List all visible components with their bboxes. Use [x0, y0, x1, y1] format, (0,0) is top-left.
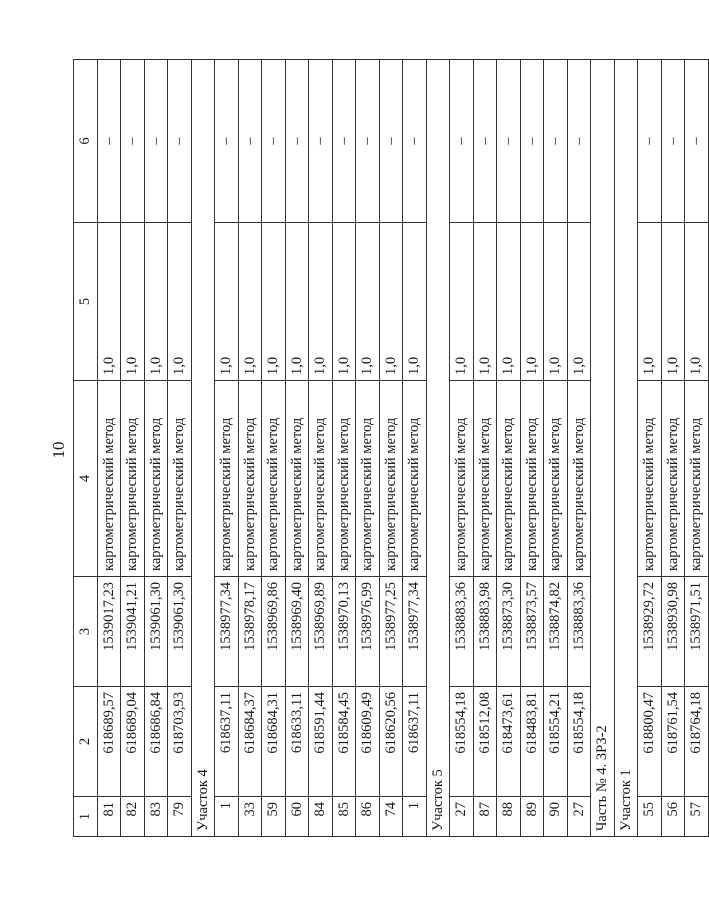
table-cell: картометрический метод	[379, 381, 403, 577]
section-heading: Участок 1	[614, 797, 638, 837]
table-cell: 1538929,72	[638, 577, 662, 687]
table-cell: 88	[497, 797, 521, 837]
table-cell: 618684,37	[238, 687, 262, 797]
table-cell: 1,0	[497, 223, 521, 381]
table-cell: –	[144, 60, 168, 223]
table-cell: –	[97, 60, 121, 223]
table-cell: 1,0	[638, 223, 662, 381]
section-heading-empty-cell	[426, 223, 450, 381]
table-row	[238, 60, 262, 837]
table-cell: 618764,18	[685, 687, 709, 797]
table-cell: 1,0	[520, 223, 544, 381]
table-cell: 618584,45	[332, 687, 356, 797]
table-cell: –	[379, 60, 403, 223]
table-row	[379, 60, 403, 837]
table-row	[332, 60, 356, 837]
section-heading-empty-cell	[191, 223, 215, 381]
section-heading-empty-cell	[591, 223, 615, 381]
table-cell: 1	[403, 797, 427, 837]
table-cell: 618554,21	[544, 687, 568, 797]
table-cell: 1,0	[262, 223, 286, 381]
table-cell: 1538969,89	[309, 577, 333, 687]
table-cell: картометрический метод	[262, 381, 286, 577]
table-row	[309, 60, 333, 837]
table-cell: 1538873,30	[497, 577, 521, 687]
table-cell: 618620,56	[379, 687, 403, 797]
table-cell: 1,0	[309, 223, 333, 381]
table-cell: 1,0	[685, 223, 709, 381]
table-cell: 618800,47	[638, 687, 662, 797]
section-heading: Участок 4	[191, 797, 215, 837]
table-cell: картометрический метод	[473, 381, 497, 577]
section-heading-empty-cell	[191, 381, 215, 577]
section-heading-empty-cell	[191, 577, 215, 687]
table-cell: картометрический метод	[168, 381, 192, 577]
table-cell: картометрический метод	[638, 381, 662, 577]
table-cell: 81	[97, 797, 121, 837]
section-heading-empty-cell	[591, 381, 615, 577]
table-cell: 618761,54	[661, 687, 685, 797]
table-cell: 1,0	[332, 223, 356, 381]
table-cell: –	[473, 60, 497, 223]
table-cell: 618686,84	[144, 687, 168, 797]
table-cell: 618689,04	[121, 687, 145, 797]
section-heading-empty-cell	[591, 60, 615, 223]
table-cell: 60	[285, 797, 309, 837]
section-heading: Часть № 4. ЗРЗ-2	[591, 797, 615, 837]
table-cell: 90	[544, 797, 568, 837]
table-row	[567, 60, 591, 837]
table-cell: 1,0	[379, 223, 403, 381]
table-cell: 1538970,13	[332, 577, 356, 687]
section-heading-empty-cell	[614, 223, 638, 381]
table-row	[262, 60, 286, 837]
table-row	[520, 60, 544, 837]
table-cell: –	[685, 60, 709, 223]
table-cell: –	[497, 60, 521, 223]
table-cell: 85	[332, 797, 356, 837]
table-body	[74, 60, 709, 837]
coordinates-table-container	[73, 60, 705, 837]
table-cell: 1538874,82	[544, 577, 568, 687]
table-cell: 1,0	[567, 223, 591, 381]
table-cell: картометрический метод	[497, 381, 521, 577]
table-cell: 27	[450, 797, 474, 837]
table-cell: 74	[379, 797, 403, 837]
table-row	[285, 60, 309, 837]
table-row	[121, 60, 145, 837]
table-cell: 56	[661, 797, 685, 837]
table-cell: –	[332, 60, 356, 223]
section-heading-row	[191, 60, 215, 837]
table-row	[97, 60, 121, 837]
table-cell: 57	[685, 797, 709, 837]
section-heading-empty-cell	[426, 577, 450, 687]
table-cell: –	[661, 60, 685, 223]
table-cell: 1538976,99	[356, 577, 380, 687]
table-cell: 1,0	[168, 223, 192, 381]
header-cell: 2	[74, 687, 98, 797]
section-heading-empty-cell	[426, 381, 450, 577]
table-cell: 1	[215, 797, 239, 837]
table-cell: 27	[567, 797, 591, 837]
table-cell: картометрический метод	[332, 381, 356, 577]
section-heading-empty-cell	[614, 60, 638, 223]
table-cell: 82	[121, 797, 145, 837]
table-cell: –	[520, 60, 544, 223]
table-cell: картометрический метод	[661, 381, 685, 577]
table-cell: 618684,31	[262, 687, 286, 797]
table-row	[450, 60, 474, 837]
section-heading-row	[426, 60, 450, 837]
table-cell: 1,0	[121, 223, 145, 381]
table-cell: картометрический метод	[356, 381, 380, 577]
table-row	[497, 60, 521, 837]
table-cell: –	[567, 60, 591, 223]
table-cell: 89	[520, 797, 544, 837]
table-cell: 618703,93	[168, 687, 192, 797]
table-cell: 1,0	[544, 223, 568, 381]
table-cell: 1,0	[473, 223, 497, 381]
header-cell: 1	[74, 797, 98, 837]
table-cell: 1538978,17	[238, 577, 262, 687]
table-row	[215, 60, 239, 837]
table-cell: –	[121, 60, 145, 223]
table-cell: 618633,11	[285, 687, 309, 797]
table-cell: –	[262, 60, 286, 223]
table-cell: 618609,49	[356, 687, 380, 797]
table-cell: 1538883,98	[473, 577, 497, 687]
table-row	[685, 60, 709, 837]
table-cell: 1539017,23	[97, 577, 121, 687]
table-cell: 1538977,34	[215, 577, 239, 687]
header-cell: 4	[74, 381, 98, 577]
table-cell: картометрический метод	[238, 381, 262, 577]
table-cell: картометрический метод	[544, 381, 568, 577]
table-cell: 618554,18	[567, 687, 591, 797]
table-cell: 1539061,30	[144, 577, 168, 687]
table-cell: 1538977,25	[379, 577, 403, 687]
table-cell: 1,0	[238, 223, 262, 381]
table-cell: картометрический метод	[309, 381, 333, 577]
table-cell: 618591,44	[309, 687, 333, 797]
page-number: 10	[49, 441, 68, 459]
table-row	[638, 60, 662, 837]
section-heading-empty-cell	[591, 577, 615, 687]
table-row	[356, 60, 380, 837]
table-cell: 1,0	[356, 223, 380, 381]
table-cell: 1538977,34	[403, 577, 427, 687]
header-row	[74, 60, 98, 837]
table-cell: картометрический метод	[403, 381, 427, 577]
table-cell: 55	[638, 797, 662, 837]
table-cell: 618637,11	[215, 687, 239, 797]
table-cell: 618512,08	[473, 687, 497, 797]
table-cell: 1538971,51	[685, 577, 709, 687]
table-cell: –	[215, 60, 239, 223]
table-cell: –	[638, 60, 662, 223]
table-cell: 1538969,40	[285, 577, 309, 687]
table-cell: 83	[144, 797, 168, 837]
table-row	[544, 60, 568, 837]
coordinates-table	[73, 59, 709, 837]
table-cell: 1,0	[144, 223, 168, 381]
section-heading-row	[614, 60, 638, 837]
table-cell: 1,0	[285, 223, 309, 381]
table-cell: 1538930,98	[661, 577, 685, 687]
section-heading: Участок 5	[426, 797, 450, 837]
table-cell: 1,0	[450, 223, 474, 381]
table-cell: 618483,81	[520, 687, 544, 797]
header-cell: 5	[74, 223, 98, 381]
table-cell: 618473,61	[497, 687, 521, 797]
table-cell: 1538969,86	[262, 577, 286, 687]
table-cell: 1538883,36	[450, 577, 474, 687]
table-cell: картометрический метод	[285, 381, 309, 577]
table-cell: 59	[262, 797, 286, 837]
table-cell: картометрический метод	[685, 381, 709, 577]
table-row	[144, 60, 168, 837]
table-cell: 79	[168, 797, 192, 837]
table-cell: 1539041,21	[121, 577, 145, 687]
section-heading-row	[591, 60, 615, 837]
table-cell: 1,0	[215, 223, 239, 381]
table-cell: 618637,11	[403, 687, 427, 797]
table-cell: 84	[309, 797, 333, 837]
section-heading-empty-cell	[426, 60, 450, 223]
table-cell: –	[168, 60, 192, 223]
section-heading-empty-cell	[614, 577, 638, 687]
table-cell: картометрический метод	[567, 381, 591, 577]
table-cell: –	[544, 60, 568, 223]
table-row	[473, 60, 497, 837]
header-cell: 6	[74, 60, 98, 223]
table-cell: картометрический метод	[520, 381, 544, 577]
table-cell: –	[285, 60, 309, 223]
table-cell: картометрический метод	[97, 381, 121, 577]
section-heading-empty-cell	[191, 60, 215, 223]
table-cell: 1538873,57	[520, 577, 544, 687]
table-cell: картометрический метод	[121, 381, 145, 577]
table-row	[403, 60, 427, 837]
table-row	[168, 60, 192, 837]
table-cell: 618554,18	[450, 687, 474, 797]
table-cell: –	[238, 60, 262, 223]
table-cell: –	[356, 60, 380, 223]
table-cell: 1,0	[661, 223, 685, 381]
table-cell: 1539061,30	[168, 577, 192, 687]
table-row	[661, 60, 685, 837]
table-cell: картометрический метод	[450, 381, 474, 577]
table-cell: 1,0	[403, 223, 427, 381]
table-cell: –	[403, 60, 427, 223]
header-cell: 3	[74, 577, 98, 687]
section-heading-empty-cell	[614, 381, 638, 577]
table-cell: картометрический метод	[215, 381, 239, 577]
table-cell: –	[450, 60, 474, 223]
table-cell: 1,0	[97, 223, 121, 381]
table-cell: 86	[356, 797, 380, 837]
table-cell: 618689,57	[97, 687, 121, 797]
table-cell: 87	[473, 797, 497, 837]
table-cell: 1538883,36	[567, 577, 591, 687]
table-cell: –	[309, 60, 333, 223]
table-cell: картометрический метод	[144, 381, 168, 577]
table-cell: 33	[238, 797, 262, 837]
